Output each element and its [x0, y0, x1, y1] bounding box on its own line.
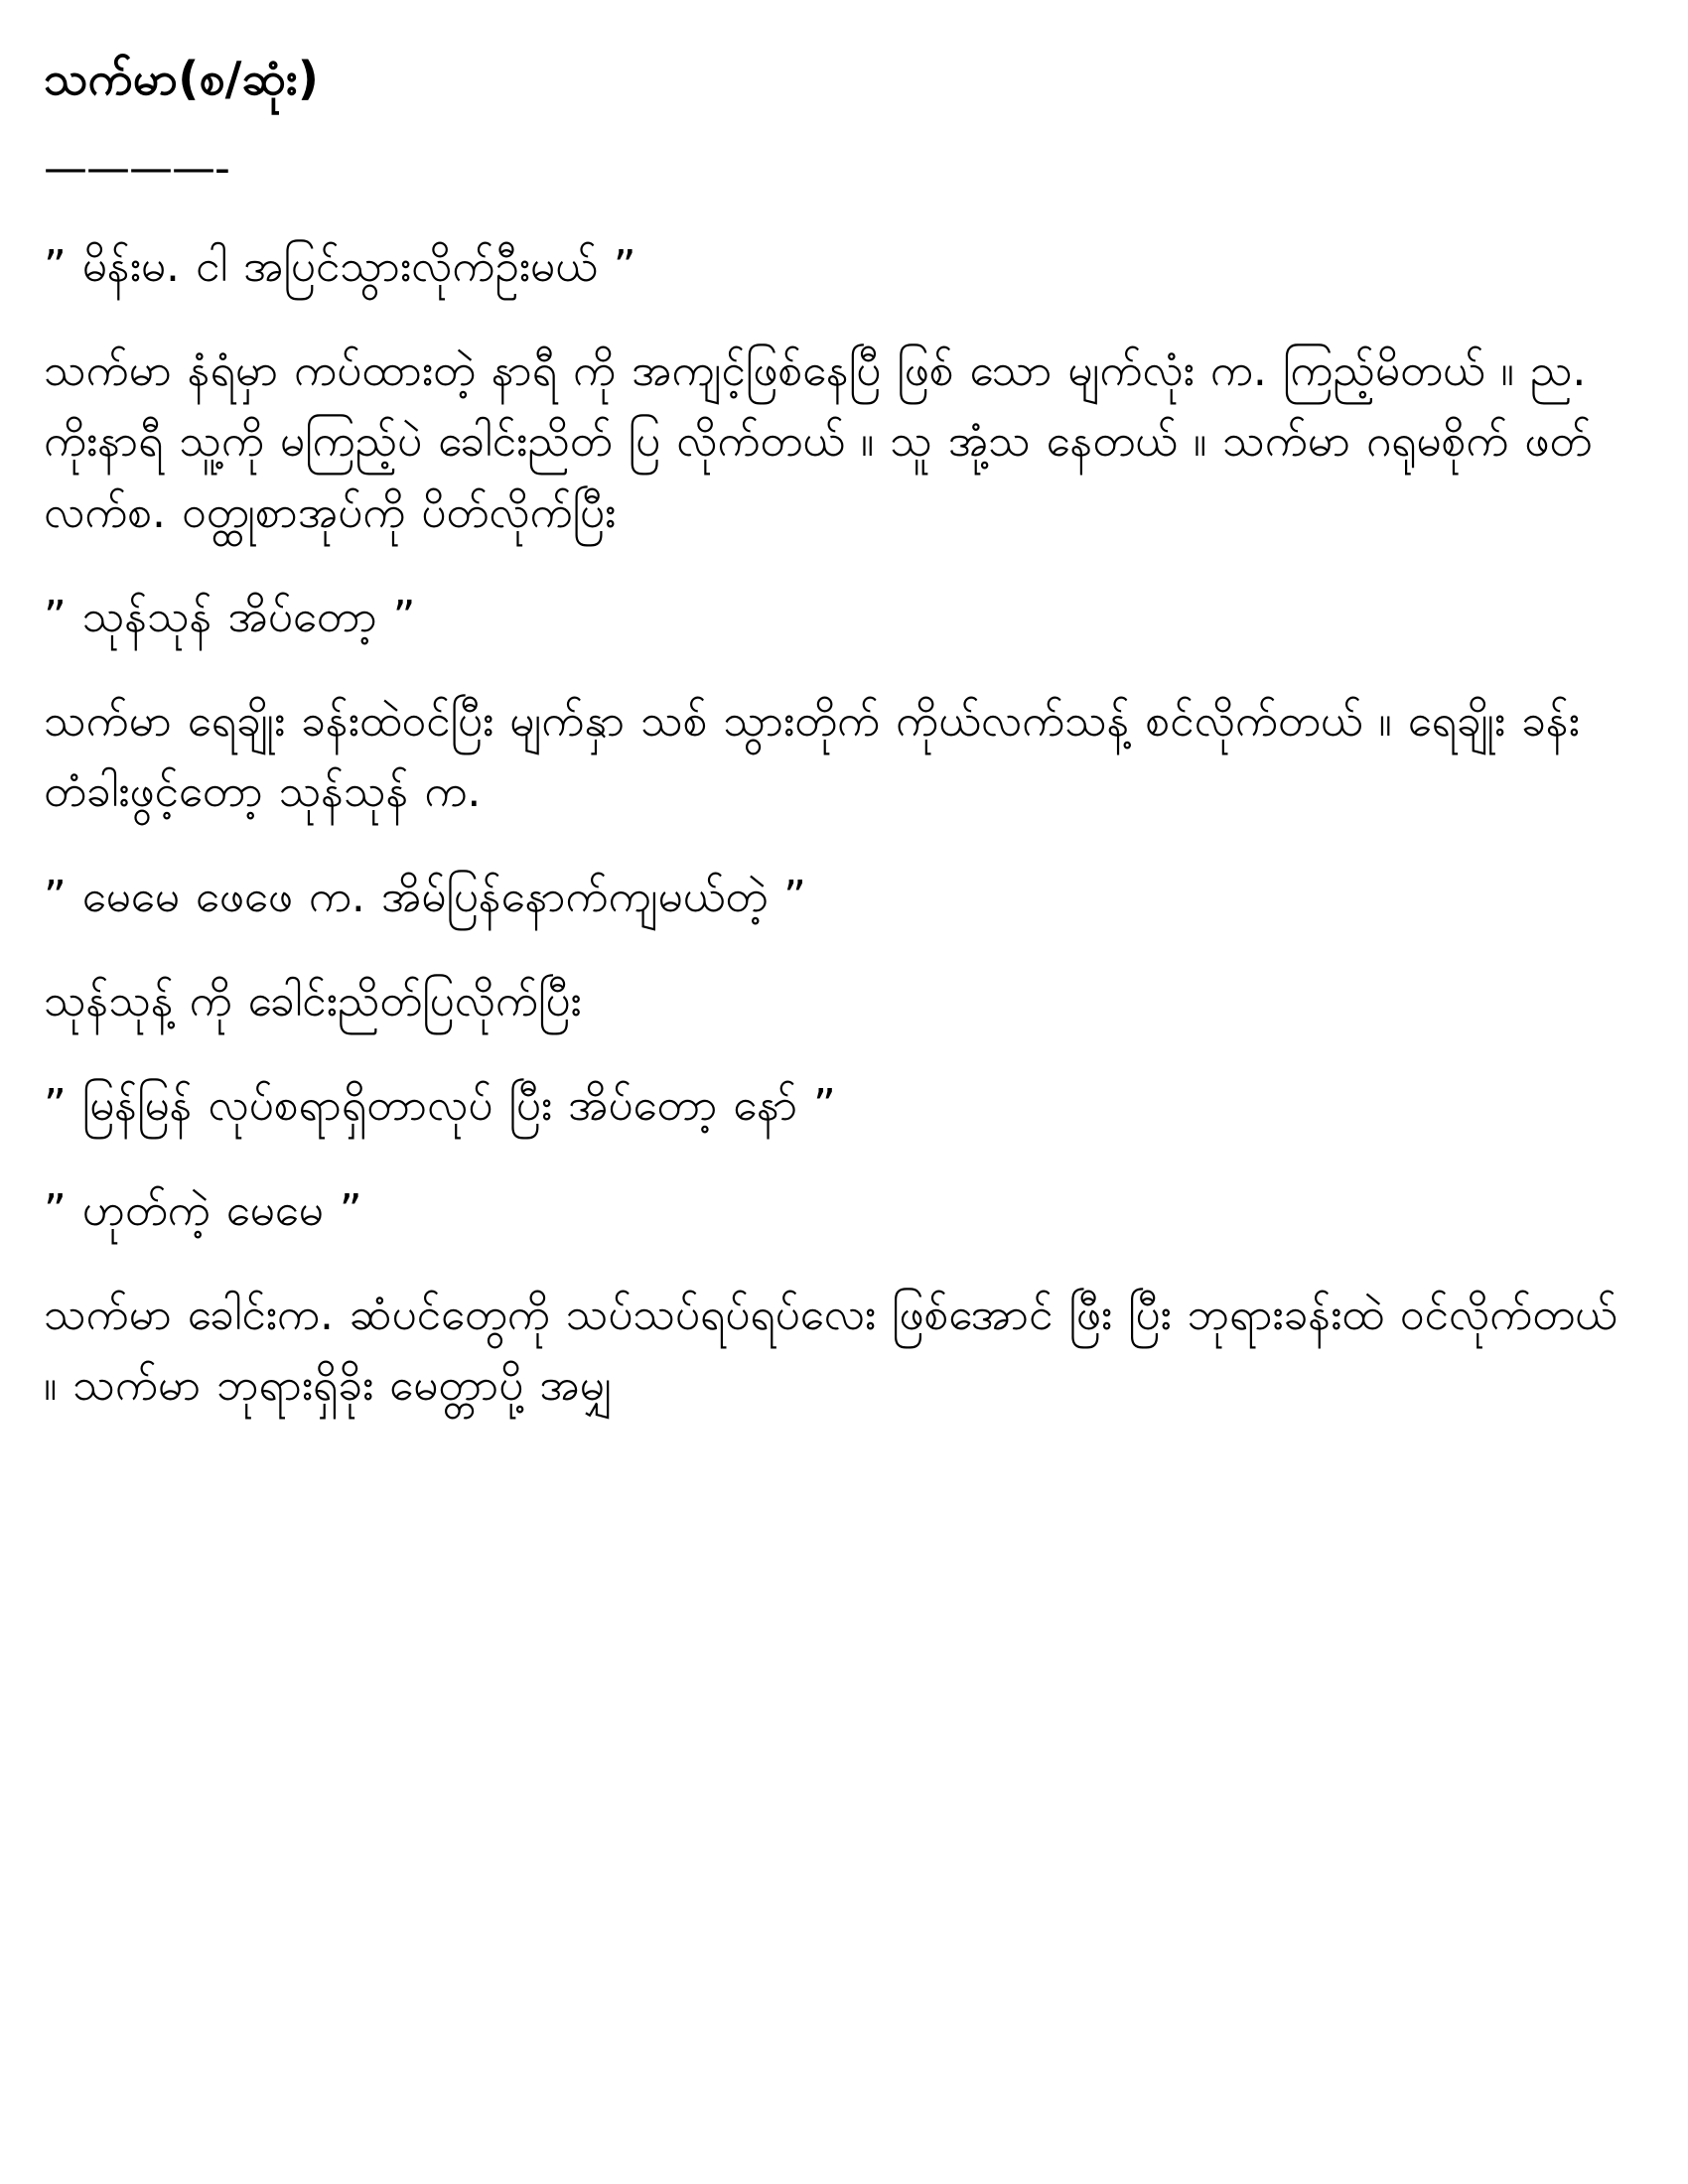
- paragraph-body-3: သုန်သုန့် ကို ခေါင်းညိတ်ပြလိုက်ပြီး: [44, 976, 582, 1027]
- divider: ————-: [44, 143, 229, 195]
- paragraph-quote-4: ” မြန်မြန် လုပ်စရာရှိတာလုပ် ပြီး အိပ်တော့ နော် ”: [44, 1080, 836, 1132]
- paragraph-quote-2: ” သုန်သုန် အိပ်တော့ ”: [44, 591, 416, 642]
- page-title: သက်မာ(စ/ဆုံး): [44, 52, 320, 105]
- paragraph-body-1: သက်မာ နံရံမှာ ကပ်ထားတဲ့ နာရီ ကို အကျင့်ဖြစ်နေပြီ ဖြစ် သော မျက်လုံး က. ကြည့်မိတယ် ။ ည. ကိုးနာရီ သူ့ကို မကြည့်ပဲ ခေါင်းညိတ် ပြ လိုက်တယ် ။ သူ အုံ့သ နေတယ် ။ သက်မာ ဂရုမစိုက် ဖတ်လက်စ. ဝတ္ထုစာအုပ်ကို ပိတ်လိုက်ပြီး: [44, 345, 1593, 538]
- paragraph-quote-5: ” ဟုတ်ကဲ့ မေမေ ”: [44, 1184, 362, 1236]
- paragraph-body-2: သက်မာ ရေချိုး ခန်းထဲဝင်ပြီး မျက်နှာ သစ် သွားတိုက် ကိုယ်လက်သန့် စင်လိုက်တယ် ။ ရေချိုး ခန်းတံခါးဖွင့်တော့ သုန်သုန် က.: [44, 696, 1580, 818]
- paragraph-quote-3: ” မေမေ ဖေဖေ က. အိမ်ပြန်နောက်ကျမယ်တဲ့ ”: [44, 871, 806, 922]
- paragraph-quote-1: ” မိန်းမ. ငါ အပြင်သွားလိုက်ဦးမယ် ”: [44, 240, 636, 292]
- paragraph-body-4: သက်မာ ခေါင်းက. ဆံပင်တွေကို သပ်သပ်ရပ်ရပ်လေး ဖြစ်အောင် ဖြီး ပြီး ဘုရားခန်းထဲ ဝင်လိုက်တယ် ။ သက်မာ ဘုရားရှိခိုး မေတ္တာပို့ အမျှ: [44, 1289, 1618, 1412]
